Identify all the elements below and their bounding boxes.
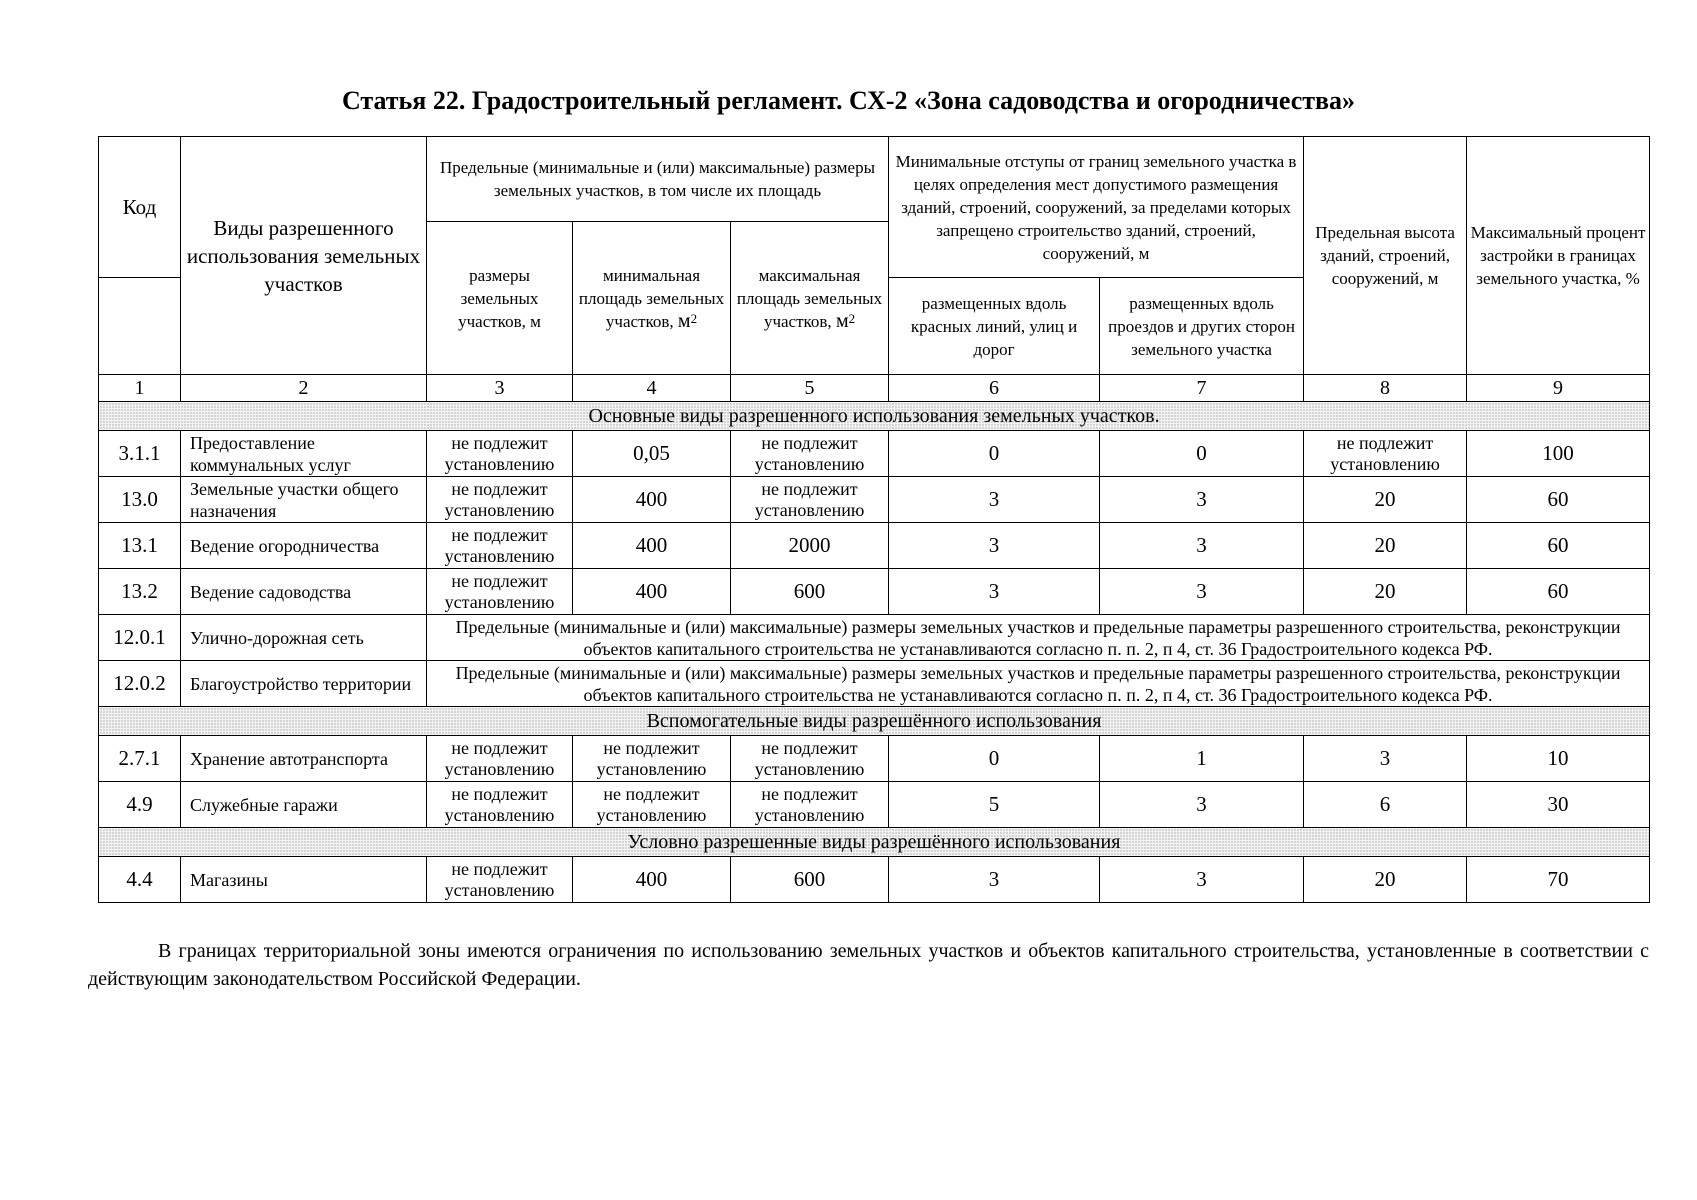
row-cell: 100 — [1467, 431, 1650, 477]
row-cell: не подлежит установлению — [731, 431, 889, 477]
row-name: Благоустройство территории — [181, 661, 427, 707]
row-cell: 3 — [889, 857, 1100, 903]
row-cell: 400 — [573, 523, 731, 569]
section-title: Условно разрешенные виды разрешённого использования — [99, 828, 1650, 857]
row-cell: 3 — [889, 569, 1100, 615]
row-code: 3.1.1 — [99, 431, 181, 477]
row-cell: 3 — [1100, 857, 1304, 903]
row-cell: 30 — [1467, 782, 1650, 828]
header-types: Виды разрешенного использования земельных участков — [181, 137, 427, 375]
section-title: Вспомогательные виды разрешённого использования — [99, 707, 1650, 736]
row-cell: 60 — [1467, 477, 1650, 523]
row-name: Служебные гаражи — [181, 782, 427, 828]
table-row — [99, 523, 1650, 569]
row-cell: 3 — [889, 523, 1100, 569]
table-row — [99, 615, 1650, 661]
header-spacer — [99, 278, 181, 375]
header-percent: Максимальный процент застройки в границах земельного участка, % — [1467, 137, 1650, 375]
footnote-paragraph: В границах территориальной зоны имеются ограничения по использованию земельных участков и объектов капитального строительства, установленные в соответствии с действующим законодательством Российской Федерации. — [88, 940, 1649, 990]
row-cell: 400 — [573, 477, 731, 523]
table-row — [99, 782, 1650, 828]
header-height: Предельная высота зданий, строений, сооружений, м — [1304, 137, 1467, 375]
row-code: 2.7.1 — [99, 736, 181, 782]
row-cell: 70 — [1467, 857, 1650, 903]
column-number: 6 — [889, 375, 1100, 402]
row-cell: 400 — [573, 857, 731, 903]
section-cond-row — [99, 828, 1650, 857]
row-code: 12.0.1 — [99, 615, 181, 661]
row-cell: не подлежит установлению — [427, 857, 573, 903]
row-cell: не подлежит установлению — [427, 523, 573, 569]
column-number: 5 — [731, 375, 889, 402]
row-name: Хранение автотранспорта — [181, 736, 427, 782]
row-cell: не подлежит установлению — [731, 782, 889, 828]
row-name: Магазины — [181, 857, 427, 903]
header-setback-other: размещенных вдоль проездов и других сторон земельного участка — [1100, 278, 1304, 375]
row-name: Предоставление коммунальных услуг — [181, 431, 427, 477]
table-row — [99, 661, 1650, 707]
section-aux-row — [99, 707, 1650, 736]
header-max-area-exp: 2 — [848, 310, 856, 326]
column-number: 1 — [99, 375, 181, 402]
row-code: 13.2 — [99, 569, 181, 615]
row-note: Предельные (минимальные и (или) максимальные) размеры земельных участков и предельные параметры разрешенного строительства, реконструкции объектов капитального строительства не устанавливаются согласно п. п. 2, п 4, ст. 36 Градостроительного кодекса РФ. — [427, 615, 1650, 661]
row-name: Земельные участки общего назначения — [181, 477, 427, 523]
row-cell: 20 — [1304, 569, 1467, 615]
section-title: Основные виды разрешенного использования земельных участков. — [99, 402, 1650, 431]
row-code: 4.9 — [99, 782, 181, 828]
page-title: Статья 22. Градостроительный регламент. СХ-2 «Зона садоводства и огородничества» — [341, 86, 1356, 115]
header-min-area-text: минимальная площадь земельных участков, — [578, 265, 725, 331]
header-sizes: размеры земельных участков, м — [427, 222, 573, 375]
table-row — [99, 569, 1650, 615]
row-cell: не подлежит установлению — [427, 431, 573, 477]
header-setback-red: размещенных вдоль красных линий, улиц и дорог — [889, 278, 1100, 375]
row-cell: не подлежит установлению — [427, 736, 573, 782]
row-code: 12.0.2 — [99, 661, 181, 707]
row-cell: 0 — [1100, 431, 1304, 477]
row-cell: не подлежит установлению — [731, 736, 889, 782]
row-cell: не подлежит установлению — [573, 782, 731, 828]
header-min-area-unit: м — [677, 309, 691, 332]
row-cell: 20 — [1304, 523, 1467, 569]
header-max-area-text: максимальная площадь земельных участков, — [736, 265, 883, 331]
row-cell: 5 — [889, 782, 1100, 828]
table-row — [99, 736, 1650, 782]
row-cell: 3 — [1304, 736, 1467, 782]
table-row — [99, 857, 1650, 903]
column-number: 2 — [181, 375, 427, 402]
row-cell: 1 — [1100, 736, 1304, 782]
row-cell: 6 — [1304, 782, 1467, 828]
row-cell: 400 — [573, 569, 731, 615]
header-min-area-exp: 2 — [690, 310, 698, 326]
row-name: Ведение садоводства — [181, 569, 427, 615]
header-min-area — [573, 222, 731, 375]
row-cell: 20 — [1304, 857, 1467, 903]
row-cell: 0,05 — [573, 431, 731, 477]
regulation-table — [98, 136, 1650, 903]
row-cell: 3 — [889, 477, 1100, 523]
row-cell: 2000 — [731, 523, 889, 569]
row-name: Улично-дорожная сеть — [181, 615, 427, 661]
column-number: 8 — [1304, 375, 1467, 402]
row-cell: 0 — [889, 431, 1100, 477]
row-cell: 10 — [1467, 736, 1650, 782]
section-main-row — [99, 402, 1650, 431]
table-row — [99, 431, 1650, 477]
row-cell: не подлежит установлению — [731, 477, 889, 523]
row-cell: 60 — [1467, 523, 1650, 569]
header-max-area-unit: м — [835, 309, 849, 332]
column-number: 4 — [573, 375, 731, 402]
row-cell: не подлежит установлению — [427, 569, 573, 615]
row-note: Предельные (минимальные и (или) максимальные) размеры земельных участков и предельные параметры разрешенного строительства, реконструкции объектов капитального строительства не устанавливаются согласно п. п. 2, п 4, ст. 36 Градостроительного кодекса РФ. — [427, 661, 1650, 707]
row-cell: не подлежит установлению — [573, 736, 731, 782]
table-row — [99, 477, 1650, 523]
row-cell: не подлежит установлению — [1304, 431, 1467, 477]
row-cell: 60 — [1467, 569, 1650, 615]
row-cell: 3 — [1100, 477, 1304, 523]
header-max-area — [731, 222, 889, 375]
row-cell: 3 — [1100, 782, 1304, 828]
header-limits-group: Предельные (минимальные и (или) максимальные) размеры земельных участков, в том числе их площадь — [427, 137, 889, 222]
row-cell: 20 — [1304, 477, 1467, 523]
column-number: 9 — [1467, 375, 1650, 402]
column-numbers-row — [99, 375, 1650, 402]
row-name: Ведение огородничества — [181, 523, 427, 569]
row-code: 13.0 — [99, 477, 181, 523]
row-cell: 600 — [731, 857, 889, 903]
row-cell: 600 — [731, 569, 889, 615]
row-cell: не подлежит установлению — [427, 477, 573, 523]
header-setbacks-group: Минимальные отступы от границ земельного участка в целях определения мест допустимого размещения зданий, строений, сооружений, за пределами которых запрещено строительство зданий, строений, сооружений, м — [889, 137, 1304, 278]
row-cell: 3 — [1100, 523, 1304, 569]
column-number: 7 — [1100, 375, 1304, 402]
row-cell: 0 — [889, 736, 1100, 782]
header-code: Код — [99, 137, 181, 278]
row-cell: 3 — [1100, 569, 1304, 615]
column-number: 3 — [427, 375, 573, 402]
row-code: 4.4 — [99, 857, 181, 903]
row-code: 13.1 — [99, 523, 181, 569]
row-cell: не подлежит установлению — [427, 782, 573, 828]
